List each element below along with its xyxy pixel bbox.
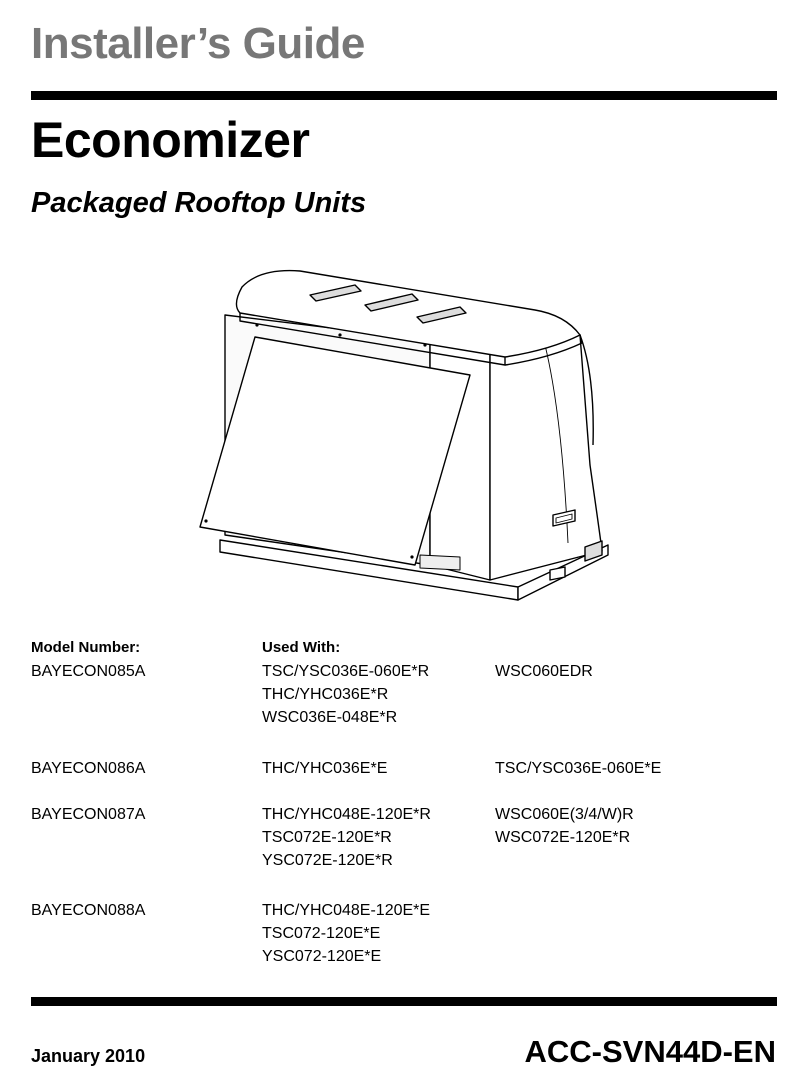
page-subtitle: Packaged Rooftop Units: [31, 187, 367, 219]
used-with-item: YSC072-120E*E: [262, 948, 382, 965]
used-with-item: WSC060E(3/4/W)R: [495, 806, 634, 823]
top-rule: [31, 91, 777, 100]
model-number-header: Model Number:: [31, 639, 141, 656]
used-with-item: WSC072E-120E*R: [495, 829, 631, 846]
model-number: BAYECON088A: [31, 902, 146, 919]
document-number: ACC-SVN44D-EN: [524, 1034, 776, 1069]
page-title: Economizer: [31, 112, 310, 168]
used-with-item: THC/YHC036E*E: [262, 760, 388, 777]
model-number: BAYECON085A: [31, 663, 146, 680]
used-with-header: Used With:: [262, 639, 341, 656]
model-number: BAYECON086A: [31, 760, 146, 777]
used-with-item: TSC/YSC036E-060E*R: [262, 663, 430, 680]
model-number: BAYECON087A: [31, 806, 146, 823]
document-type: Installer’s Guide: [31, 19, 365, 68]
used-with-item: THC/YHC036E*R: [262, 686, 389, 703]
used-with-item: WSC036E-048E*R: [262, 709, 398, 726]
used-with-item: TSC072E-120E*R: [262, 829, 392, 846]
publication-date: January 2010: [31, 1046, 146, 1066]
used-with-item: WSC060EDR: [495, 663, 593, 680]
used-with-item: THC/YHC048E-120E*E: [262, 902, 431, 919]
economizer-rooftop-unit-illustration: [190, 265, 610, 610]
used-with-item: YSC072E-120E*R: [262, 852, 393, 869]
used-with-item: THC/YHC048E-120E*R: [262, 806, 431, 823]
bottom-rule: [31, 997, 777, 1006]
used-with-item: TSC/YSC036E-060E*E: [495, 760, 662, 777]
used-with-item: TSC072-120E*E: [262, 925, 381, 942]
